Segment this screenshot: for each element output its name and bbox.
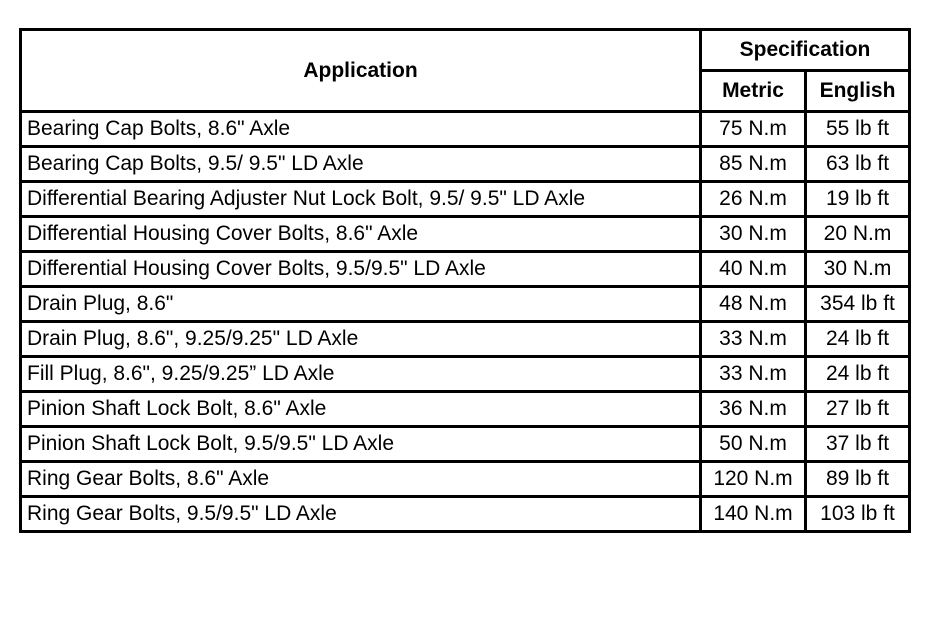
application-cell: Ring Gear Bolts, 8.6" Axle [21, 462, 701, 497]
metric-cell: 36 N.m [701, 392, 806, 427]
metric-cell: 33 N.m [701, 322, 806, 357]
application-cell: Drain Plug, 8.6", 9.25/9.25" LD Axle [21, 322, 701, 357]
metric-cell: 30 N.m [701, 217, 806, 252]
metric-cell: 48 N.m [701, 287, 806, 322]
english-cell: 55 lb ft [806, 112, 910, 147]
application-cell: Ring Gear Bolts, 9.5/9.5" LD Axle [21, 497, 701, 532]
table-row [21, 392, 910, 427]
english-cell: 103 lb ft [806, 497, 910, 532]
metric-cell: 140 N.m [701, 497, 806, 532]
english-cell: 19 lb ft [806, 182, 910, 217]
application-cell: Differential Housing Cover Bolts, 8.6" Axle [21, 217, 701, 252]
english-cell: 89 lb ft [806, 462, 910, 497]
table-row [21, 462, 910, 497]
application-cell: Differential Bearing Adjuster Nut Lock Bolt, 9.5/ 9.5" LD Axle [21, 182, 701, 217]
metric-header: Metric [701, 71, 806, 112]
specification-table [19, 28, 911, 533]
table-row [21, 112, 910, 147]
table-header [21, 30, 910, 112]
application-cell: Differential Housing Cover Bolts, 9.5/9.5" LD Axle [21, 252, 701, 287]
header-row-top [21, 30, 910, 71]
table-row [21, 147, 910, 182]
metric-cell: 75 N.m [701, 112, 806, 147]
table-row [21, 287, 910, 322]
metric-cell: 40 N.m [701, 252, 806, 287]
table-row [21, 497, 910, 532]
application-cell: Pinion Shaft Lock Bolt, 9.5/9.5" LD Axle [21, 427, 701, 462]
specification-header: Specification [701, 30, 910, 71]
table-row [21, 427, 910, 462]
metric-cell: 33 N.m [701, 357, 806, 392]
english-cell: 24 lb ft [806, 357, 910, 392]
metric-cell: 50 N.m [701, 427, 806, 462]
application-cell: Bearing Cap Bolts, 9.5/ 9.5" LD Axle [21, 147, 701, 182]
english-cell: 63 lb ft [806, 147, 910, 182]
table-row [21, 217, 910, 252]
application-cell: Fill Plug, 8.6", 9.25/9.25” LD Axle [21, 357, 701, 392]
table-body [21, 112, 910, 532]
application-header: Application [21, 30, 701, 112]
english-cell: 24 lb ft [806, 322, 910, 357]
application-cell: Bearing Cap Bolts, 8.6" Axle [21, 112, 701, 147]
english-cell: 37 lb ft [806, 427, 910, 462]
english-cell: 20 N.m [806, 217, 910, 252]
application-cell: Pinion Shaft Lock Bolt, 8.6" Axle [21, 392, 701, 427]
application-cell: Drain Plug, 8.6" [21, 287, 701, 322]
table-row [21, 182, 910, 217]
table-row [21, 357, 910, 392]
english-cell: 354 lb ft [806, 287, 910, 322]
english-header: English [806, 71, 910, 112]
metric-cell: 26 N.m [701, 182, 806, 217]
table-row [21, 252, 910, 287]
metric-cell: 120 N.m [701, 462, 806, 497]
table-row [21, 322, 910, 357]
english-cell: 30 N.m [806, 252, 910, 287]
metric-cell: 85 N.m [701, 147, 806, 182]
english-cell: 27 lb ft [806, 392, 910, 427]
